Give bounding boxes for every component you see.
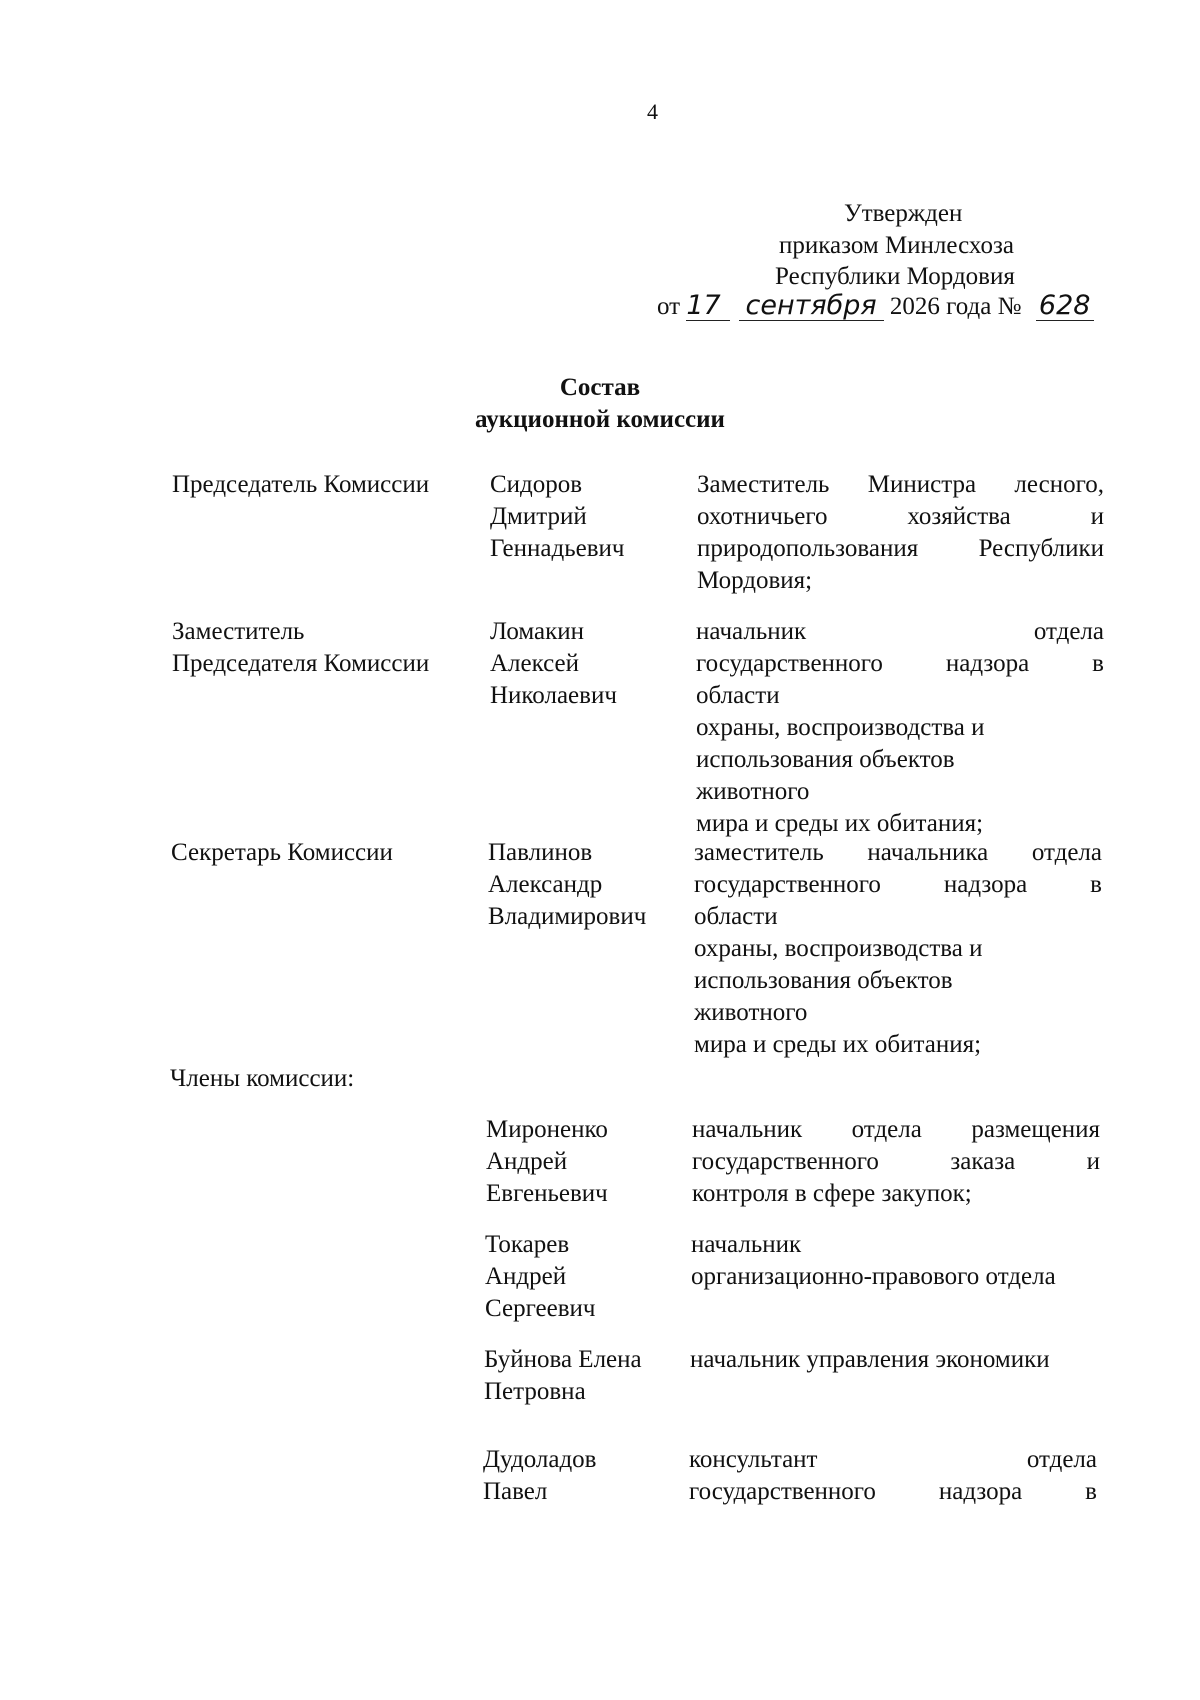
approval-date-line (657, 291, 1094, 323)
handwritten-month: сентября (739, 292, 884, 321)
name-line: Сидоров (490, 471, 583, 498)
position-line: начальник отдела (696, 618, 1104, 645)
name-line: Петровна (484, 1378, 586, 1405)
document-subtitle: аукционной комиссии (475, 406, 725, 433)
member-name (483, 1444, 673, 1508)
member-name (484, 1344, 674, 1408)
name-line: Владимирович (488, 903, 647, 930)
position-line: мира и среды их обитания; (694, 1031, 982, 1058)
member-position (691, 1229, 1099, 1293)
approval-line-3: Республики Мордовия (775, 263, 1015, 290)
member-name (485, 1229, 675, 1325)
position-line: начальник (691, 1231, 802, 1258)
name-line: Евгеньевич (486, 1180, 608, 1207)
position-line: использования объектов (696, 746, 955, 773)
position-line: области (694, 903, 778, 930)
name-line: Буйнова Елена (484, 1346, 642, 1373)
position-line: использования объектов (694, 967, 953, 994)
position-line: начальник отдела размещения (692, 1116, 1100, 1143)
member-position (696, 616, 1104, 840)
approval-line-2: приказом Минлесхоза (779, 232, 1014, 259)
role-line: Председатель Комиссии (172, 471, 430, 498)
name-line: Сергеевич (485, 1295, 596, 1322)
name-line: Мироненко (486, 1116, 608, 1143)
member-position (694, 837, 1102, 1061)
date-prefix: от (657, 293, 681, 320)
member-position (692, 1114, 1100, 1210)
name-line: Токарев (485, 1231, 570, 1258)
position-line: охраны, воспроизводства и (696, 714, 985, 741)
position-line: государственного надзора в (696, 650, 1104, 677)
position-line: заместитель начальника отдела (694, 839, 1102, 866)
member-name (490, 616, 680, 712)
position-line: начальник управления экономики (690, 1346, 1050, 1373)
member-name (488, 837, 678, 933)
position-line: мира и среды их обитания; (696, 810, 984, 837)
members-heading: Члены комиссии: (170, 1065, 355, 1092)
handwritten-day: 17 (686, 292, 730, 321)
date-year-text: 2026 года № (889, 293, 1022, 320)
document-title: Состав (559, 374, 641, 401)
approval-line-1: Утвержден (844, 200, 963, 227)
name-line: Геннадьевич (490, 535, 625, 562)
role-deputy-chairman (172, 616, 472, 680)
position-line: государственного надзора в (689, 1478, 1097, 1505)
role-line: Секретарь Комиссии (171, 839, 393, 866)
member-position (697, 469, 1104, 597)
position-line: области (696, 682, 780, 709)
position-line: государственного заказа и (692, 1148, 1100, 1175)
member-name (490, 469, 680, 565)
position-line: Заместитель Министра лесного, (697, 471, 1104, 498)
member-position (690, 1344, 1098, 1376)
position-line: охотничьего хозяйства и (697, 503, 1104, 530)
position-line: охраны, воспроизводства и (694, 935, 983, 962)
name-line: Дудоладов (483, 1446, 597, 1473)
member-name (486, 1114, 676, 1210)
page-number: 4 (647, 99, 658, 124)
name-line: Андрей (486, 1148, 568, 1175)
name-line: Алексей (490, 650, 580, 677)
role-line: Председателя Комиссии (172, 650, 430, 677)
role-secretary (171, 837, 471, 869)
position-line: организационно-правового отдела (691, 1263, 1056, 1290)
name-line: Ломакин (490, 618, 585, 645)
name-line: Андрей (485, 1263, 567, 1290)
name-line: Николаевич (490, 682, 617, 709)
member-position (689, 1444, 1097, 1508)
position-line: контроля в сфере закупок; (692, 1180, 972, 1207)
position-line: природопользования Республики (697, 535, 1104, 562)
name-line: Александр (488, 871, 603, 898)
position-line: государственного надзора в (694, 871, 1102, 898)
position-line: Мордовия; (697, 567, 813, 594)
name-line: Павел (483, 1478, 548, 1505)
position-line: животного (696, 778, 810, 805)
position-line: консультант отдела (689, 1446, 1097, 1473)
name-line: Дмитрий (490, 503, 587, 530)
position-line: животного (694, 999, 808, 1026)
handwritten-order-number: 628 (1036, 292, 1094, 321)
name-line: Павлинов (488, 839, 593, 866)
role-chairman (172, 469, 472, 501)
role-line: Заместитель (172, 618, 305, 645)
